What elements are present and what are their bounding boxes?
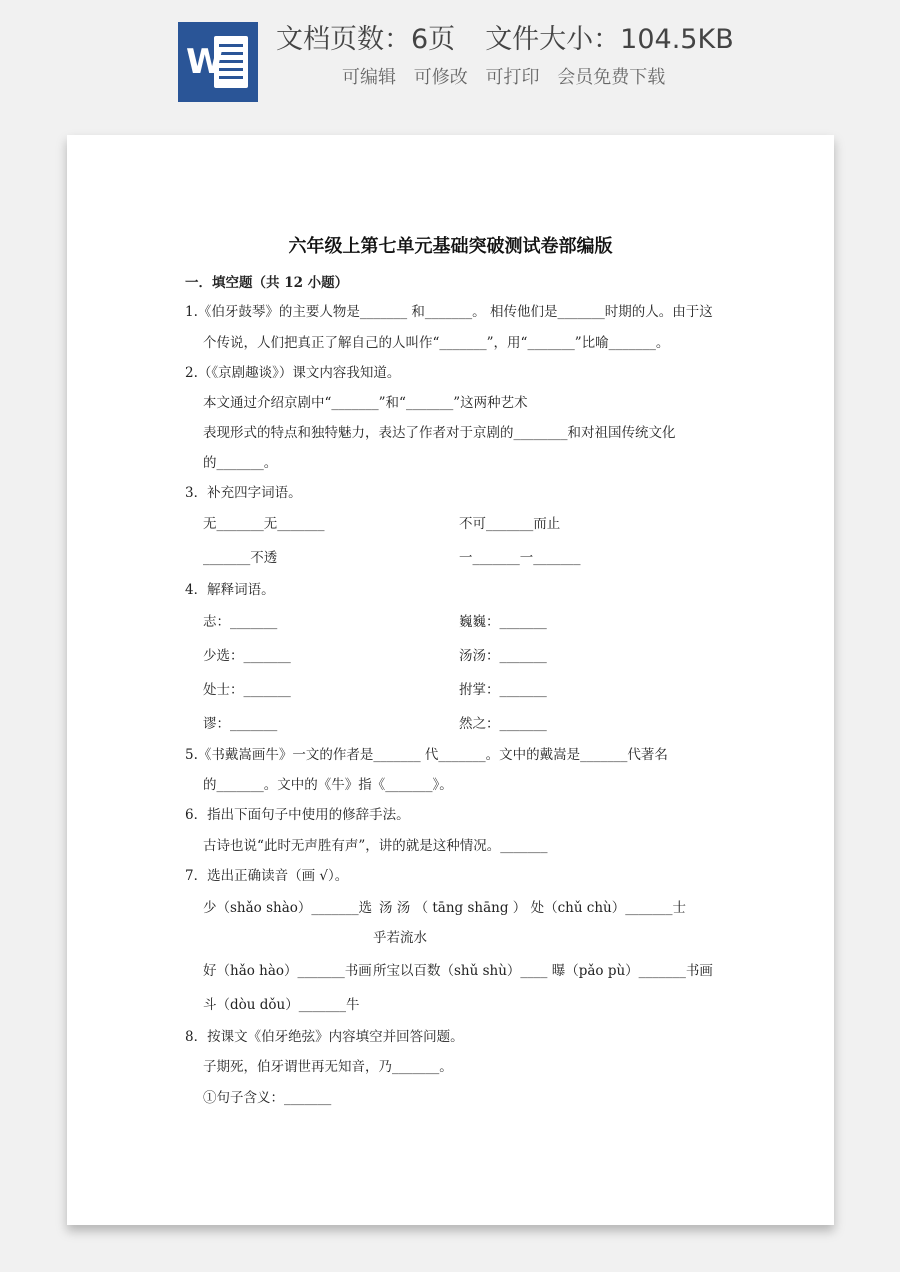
question-line: 拊掌：_______ xyxy=(459,682,547,698)
page-count-label: 文档页数：6页 xyxy=(276,24,456,55)
question-line: 然之：_______ xyxy=(459,716,547,732)
feature-list xyxy=(342,64,677,92)
question-line: 巍巍：_______ xyxy=(459,614,547,630)
question-line: 汤汤：_______ xyxy=(459,648,547,664)
word-logo-letter: W xyxy=(186,42,224,82)
question-line: 不可_______而止 xyxy=(459,516,561,532)
question-line: 无_______无_______ xyxy=(203,516,325,532)
question-line: 好（hǎo hào）_______书画 xyxy=(203,963,372,979)
section-heading: 一．填空题（共 12 小题） xyxy=(185,275,349,291)
question-line: ①句子含义：_______ xyxy=(203,1090,332,1106)
question-line: _______不透 xyxy=(203,550,278,566)
question-line: 6．指出下面句子中使用的修辞手法。 xyxy=(185,807,410,823)
question-line: 本文通过介绍京剧中“_______”和“_______”这两种艺术 xyxy=(203,395,528,411)
question-line: 7．选出正确读音（画 √）。 xyxy=(185,868,349,884)
document-title: 六年级上第七单元基础突破测试卷部编版 xyxy=(288,236,613,257)
question-line: 1.《伯牙鼓琴》的主要人物是_______ 和_______。 相传他们是_______时期的人。由于这 xyxy=(185,304,713,320)
document-info-banner xyxy=(0,0,900,120)
question-line: 的_______。文中的《牛》指《_______》。 xyxy=(203,777,453,793)
feature-printable: 可打印 xyxy=(485,67,540,88)
question-line: 8．按课文《伯牙绝弦》内容填空并回答问题。 xyxy=(185,1029,464,1045)
question-line: 汤 汤 （ tāng shāng ） 处（chǔ chù）_______士 xyxy=(379,900,687,916)
question-line: 谬：_______ xyxy=(203,716,278,732)
question-line: 子期死，伯牙谓世再无知音，乃_______。 xyxy=(203,1059,453,1075)
question-line: 乎若流水 xyxy=(373,930,427,946)
question-line: 5.《书戴嵩画牛》一文的作者是_______ 代_______。文中的戴嵩是_______代著名 xyxy=(185,747,668,763)
question-line: 少选：_______ xyxy=(203,648,291,664)
feature-member-download: 会员免费下载 xyxy=(557,67,666,88)
file-size-label: 文件大小：104.5KB xyxy=(485,24,734,55)
question-line: 志：_______ xyxy=(203,614,278,630)
document-content xyxy=(67,135,834,1225)
question-line: 2.（《京剧趣谈》）课文内容我知道。 xyxy=(185,365,401,381)
question-line: 古诗也说“此时无声胜有声”，讲的就是这种情况。_______ xyxy=(203,838,548,854)
document-page xyxy=(67,135,834,1225)
question-line: 的_______。 xyxy=(203,455,278,471)
question-line: 斗（dòu dǒu）_______牛 xyxy=(203,997,360,1013)
word-document-icon xyxy=(178,22,258,102)
question-line: 4．解释词语。 xyxy=(185,582,275,598)
question-line: 少（shǎo shào）_______选 xyxy=(203,900,373,916)
question-line: 一_______一_______ xyxy=(459,550,581,566)
feature-modifiable: 可修改 xyxy=(413,67,468,88)
question-line: 表现形式的特点和独特魅力，表达了作者对于京剧的________和对祖国传统文化 xyxy=(203,425,676,441)
question-line: 处士：_______ xyxy=(203,682,291,698)
feature-editable: 可编辑 xyxy=(342,67,396,88)
question-line: 3．补充四字词语。 xyxy=(185,485,302,501)
question-line: 个传说，人们把真正了解自己的人叫作“_______”，用“_______”比喻_______。 xyxy=(203,335,670,351)
document-meta-line xyxy=(276,20,734,60)
question-line: 所宝以百数（shǔ shù）____ 曝（pǎo pù）_______书画 xyxy=(373,963,713,979)
